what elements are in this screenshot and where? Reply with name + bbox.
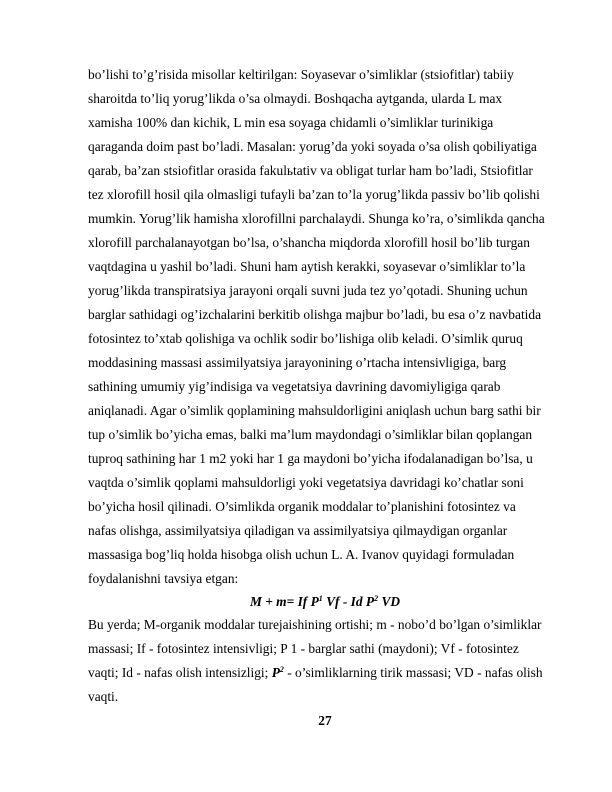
text-line: tup o’simlik bo’yicha emas, balki ma’lum maydondagi o’simliklar bilan qoplangan xyxy=(88,427,533,442)
text-line: mumkin. Yorug’lik hamisha xlorofillni parchalaydi. Shunga ko’ra, o’simlikda qancha xyxy=(88,211,545,226)
text-line: qarab, ba’zan stsiofitlar orasida fakulьtativ va obligat turlar ham bo’ladi, Stsiofitlar xyxy=(88,163,533,178)
text-line: sharoitda to’liq yorug’likda o’sa olmaydi. Boshqacha aytganda, ularda L max xyxy=(88,91,503,106)
text-line: nafas olishga, assimilyatsiya qiladigan va assimilyatsiya qilmaydigan organlar xyxy=(88,523,508,538)
formula-superscript: 1 xyxy=(318,594,323,603)
text-line: sathining umumiy yig’indisiga va vegetatsiya davrining davomiyligiga qarab xyxy=(88,379,501,394)
text-line: vaqti. xyxy=(88,689,119,704)
text-line: Bu yerda; M-organik moddalar turejaishining ortishi; m - nobo’d bo’lgan o’simliklar xyxy=(88,617,542,632)
text-line: vaqtdagina u yashil bo’ladi. Shuni ham aytish kerakki, soyasevar o’simliklar to’la xyxy=(88,259,526,274)
text-line: massasi; If - fotosintez intensivligi; P 1 - barglar sathi (maydoni); Vf - fotosintez xyxy=(88,641,519,656)
text-line: yorug’likda transpiratsiya jarayoni orqali suvni juda tez yo’qotadi. Shuning uchun xyxy=(88,283,528,298)
formula-superscript: 2 xyxy=(374,594,379,603)
text-line: bo’yicha hosil qilinadi. O’simlikda organik moddalar to’planishini fotosintez va xyxy=(88,499,516,514)
formula xyxy=(0,594,612,610)
text-line xyxy=(88,665,543,681)
text-line: tuproq sathining har 1 m2 yoki har 1 ga maydoni bo’yicha ifodalanadigan bo’lsa, u xyxy=(88,451,533,466)
text-line: moddasining massasi assimilyatsiya jarayonining o’rtacha intensivligiga, barg xyxy=(88,355,507,370)
symbol-superscript: 2 xyxy=(279,665,284,674)
text-line: fotosintez to’xtab qolishiga va ochlik sodir bo’lishiga olib keladi. O’simlik quruq xyxy=(88,331,523,346)
text-line: aniqlanadi. Agar o’simlik qoplamining mahsuldorligini aniqlash uchun barg sathi bir xyxy=(88,403,541,418)
formula-part: M + m= If P xyxy=(249,594,319,609)
text-line: massasiga bog’liq holda hisobga olish uchun L. A. Ivanov quyidagi formuladan xyxy=(88,547,515,562)
text-line: foydalanishni tavsiya etgan: xyxy=(88,571,239,586)
text-fragment: - o’simliklarning tirik massasi; VD - nafas olish xyxy=(283,665,543,680)
text-line: xamisha 100% dan kichik, L min esa soyaga chidamli o’simliklar turinikiga xyxy=(88,115,494,130)
text-line: xlorofill parchalanayotgan bo’lsa, o’shancha miqdorda xlorofill hosil bo’lib turgan xyxy=(88,235,530,250)
text-line: vaqtda o’simlik qoplami mahsuldorligi yoki vegetatsiya davridagi ko’chatlar soni xyxy=(88,475,524,490)
page-number: 27 xyxy=(318,713,332,728)
text-line: tez xlorofill hosil qila olmasligi tufayli ba’zan to’la yorug’likda passiv bo’lib qolishi xyxy=(88,187,540,202)
text-line: qaraganda doim past bo’ladi. Masalan: yorug’da yoki soyada o’sa olish qobiliyatiga xyxy=(88,139,537,154)
symbol-p: P xyxy=(271,665,280,680)
text-fragment: vaqti; Id - nafas olish intensizligi; xyxy=(88,665,272,680)
formula-part: Vf - Id P xyxy=(322,594,375,609)
text-line: bo’lishi to’g’risida misollar keltirilgan: Soyasevar o’simliklar (stsiofitlar) tabiiy xyxy=(88,67,514,82)
text-line: barglar sathidagi og’izchalarini berkitib olishga majbur bo’ladi, bu esa o’z navbatida xyxy=(88,307,542,322)
formula-part: VD xyxy=(378,594,401,609)
